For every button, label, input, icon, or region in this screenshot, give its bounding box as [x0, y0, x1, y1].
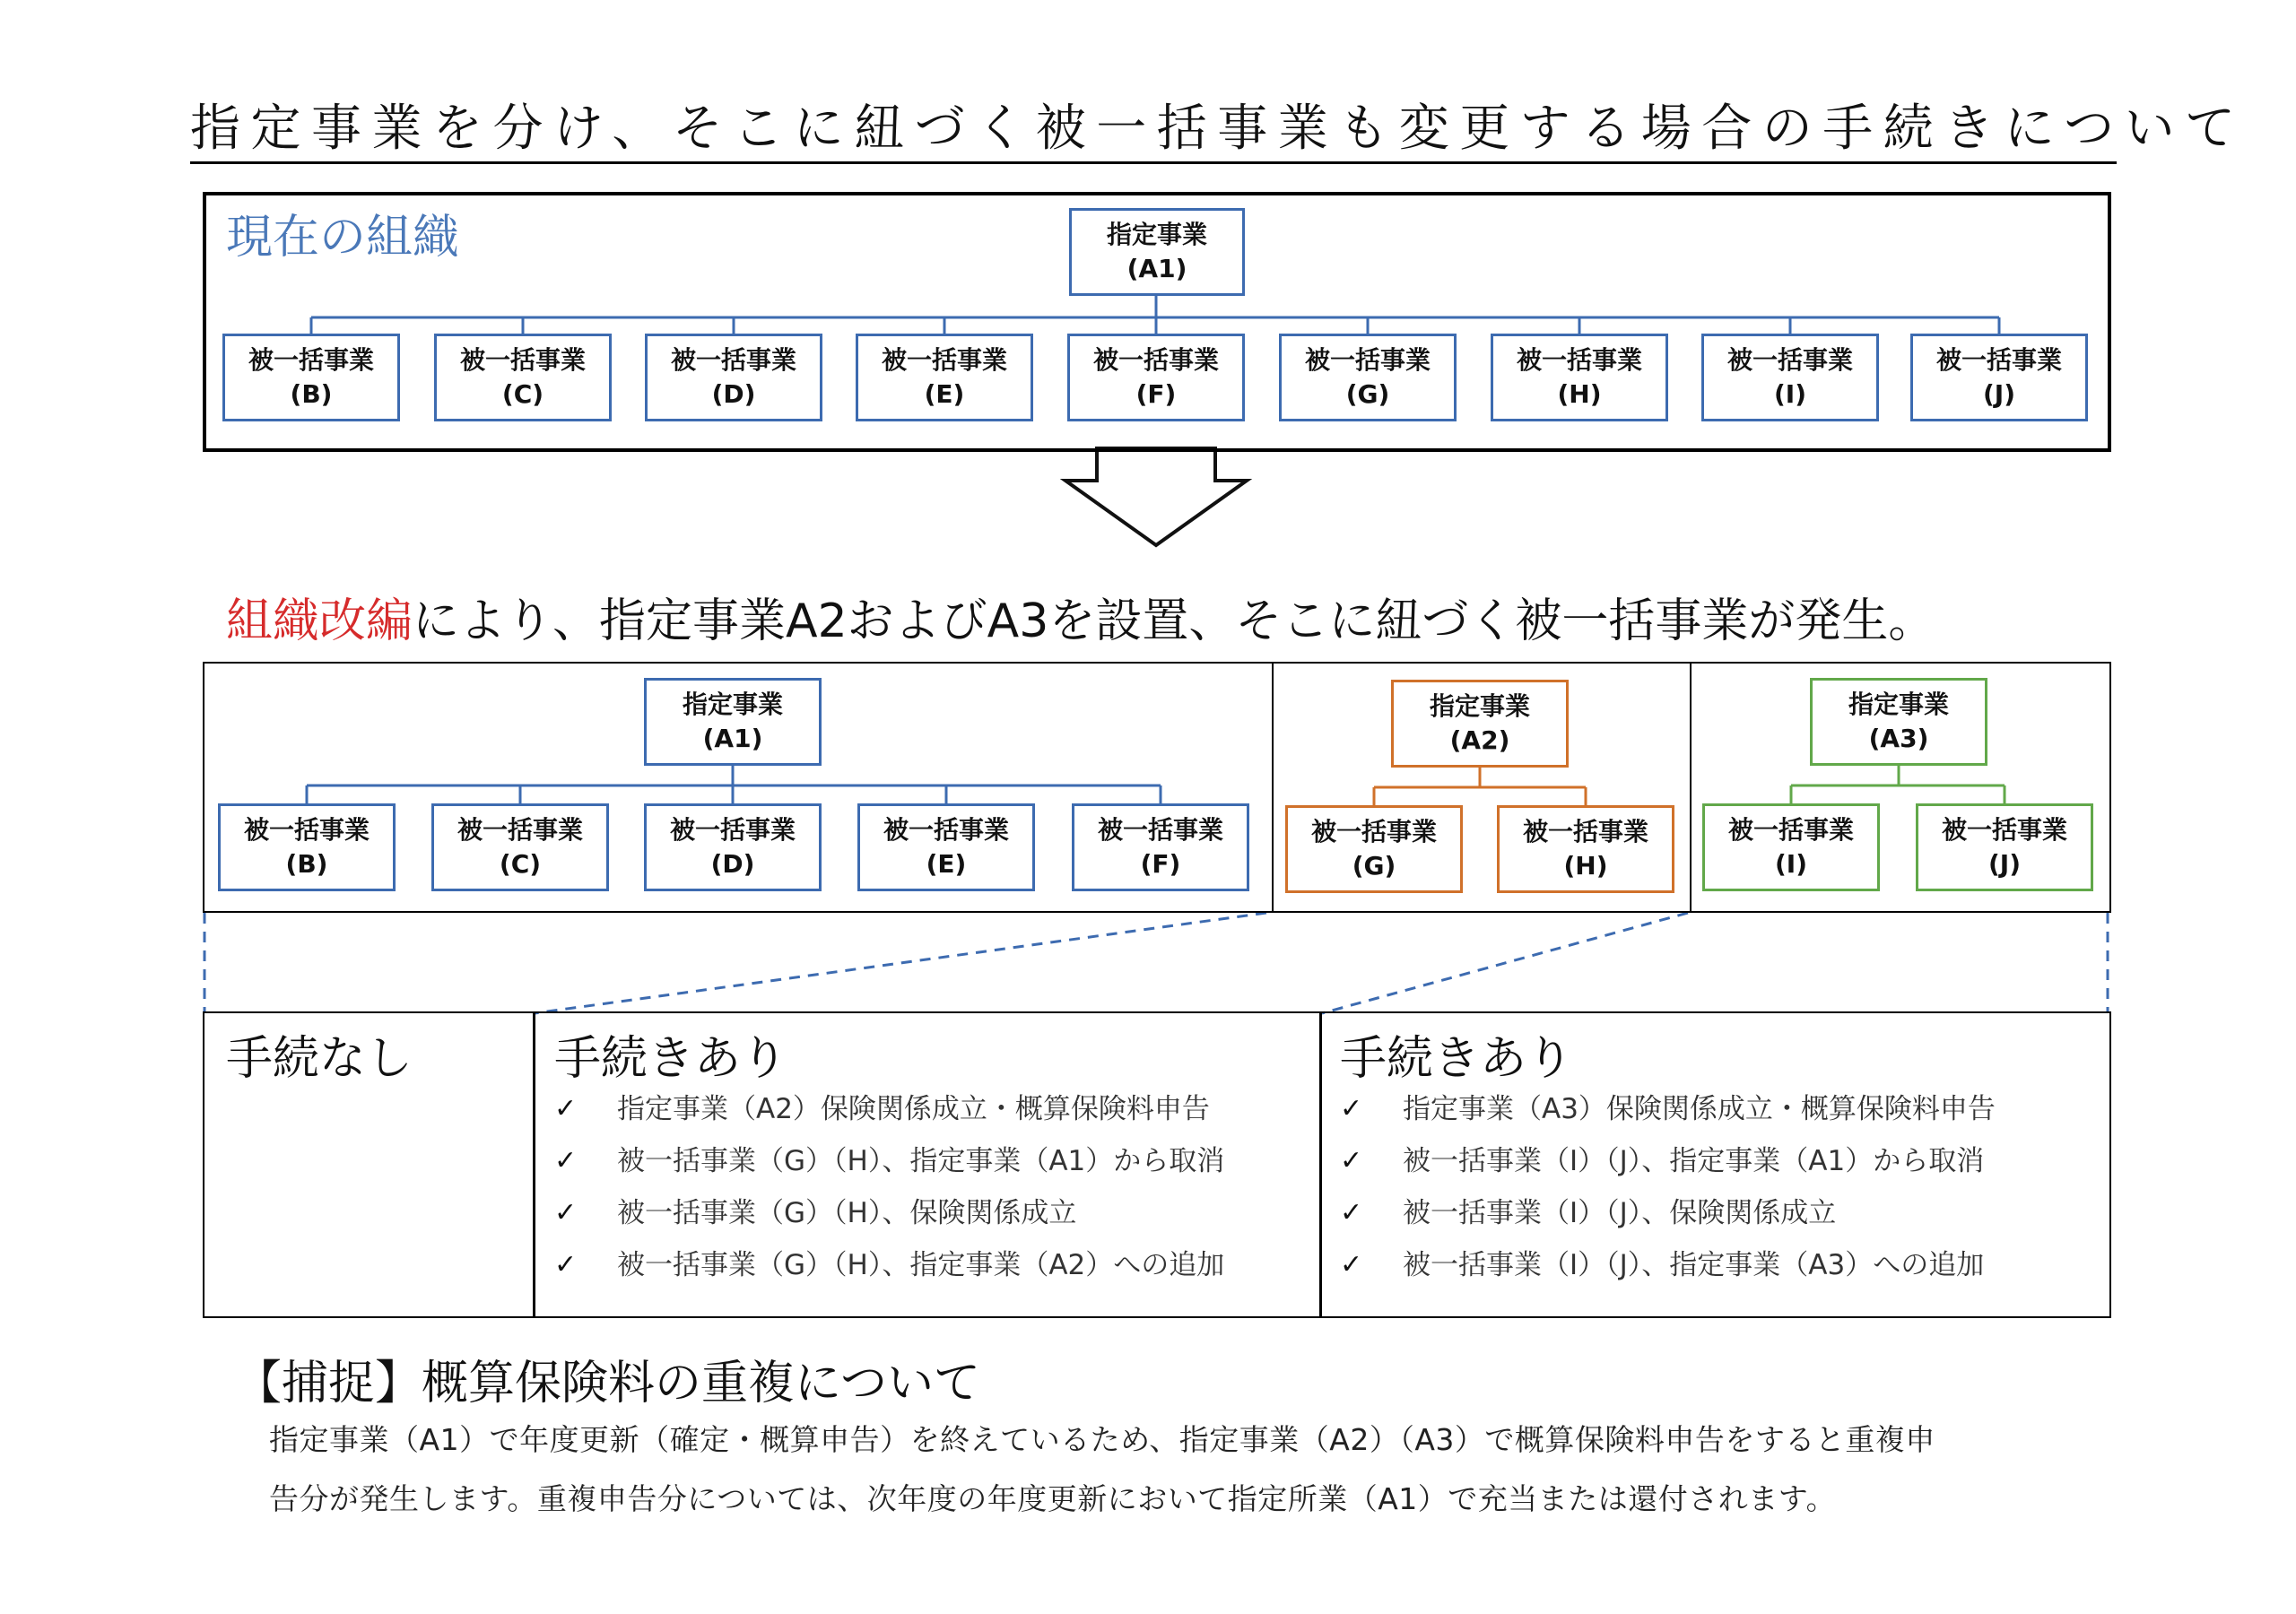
node-line2: (A1)	[1126, 254, 1187, 283]
bundled-business-d	[644, 803, 822, 891]
check-icon: ✓	[554, 1145, 578, 1176]
procedures-none-title: 手続なし	[226, 1032, 413, 1086]
node-line2: (E)	[924, 379, 965, 409]
designated-business-a2	[1391, 680, 1569, 768]
list-item-text: 指定事業（A3）保険関係成立・概算保険料申告	[1403, 1093, 1996, 1125]
bundled-business-b	[218, 803, 396, 891]
bundled-business-g	[1285, 805, 1463, 893]
bundled-business-h	[1491, 334, 1668, 421]
node-line2: (D)	[711, 379, 756, 409]
node-line2: (I)	[1774, 849, 1807, 879]
list-item-text: 被一括事業（I）（J）、保険関係成立	[1403, 1197, 1837, 1229]
bundled-business-b	[222, 334, 400, 421]
node-line2: (A1)	[702, 724, 763, 753]
designated-business-a1	[644, 678, 822, 766]
bundled-business-f	[1067, 334, 1245, 421]
list-item-text: 被一括事業（G）（H）、指定事業（A2）への追加	[617, 1249, 1225, 1281]
list-item	[554, 1083, 1224, 1135]
node-line1: 指定事業	[1429, 691, 1530, 721]
bundled-business-h	[1497, 805, 1674, 893]
list-item	[554, 1135, 1224, 1187]
node-line1: 被一括事業	[881, 345, 1007, 375]
procedures-a2-title: 手続きあり	[554, 1032, 788, 1086]
list-item	[1340, 1135, 1996, 1187]
node-line2: (G)	[1345, 379, 1390, 409]
bundled-business-i	[1701, 334, 1879, 421]
node-line2: (B)	[290, 379, 333, 409]
bundled-business-c	[434, 334, 612, 421]
node-line2: (C)	[501, 379, 544, 409]
reorg-heading-text: により、指定事業A2およびA3を設置、そこに紐づく被一括事業が発生。	[413, 594, 1935, 648]
check-icon: ✓	[554, 1093, 578, 1124]
node-line1: 被一括事業	[248, 345, 374, 375]
node-line1: 被一括事業	[670, 345, 796, 375]
node-line2: (J)	[1982, 379, 2015, 409]
check-icon: ✓	[1340, 1145, 1363, 1176]
node-line2: (F)	[1140, 849, 1181, 879]
procedures-a3-list	[1340, 1083, 1996, 1291]
bundled-business-f	[1072, 803, 1249, 891]
bundled-business-g	[1279, 334, 1457, 421]
node-line1: 被一括事業	[1935, 345, 2062, 375]
node-line2: (A3)	[1868, 724, 1929, 753]
node-line2: (J)	[1987, 849, 2021, 879]
node-line1: 指定事業	[682, 690, 783, 719]
node-line1: 被一括事業	[1522, 817, 1648, 846]
node-line1: 被一括事業	[1726, 345, 1853, 375]
node-line2: (B)	[285, 849, 328, 879]
check-icon: ✓	[554, 1249, 578, 1280]
bundled-business-j	[1910, 334, 2088, 421]
list-item-text: 被一括事業（I）（J）、指定事業（A3）への追加	[1403, 1249, 1985, 1281]
node-line1: 被一括事業	[1310, 817, 1437, 846]
designated-business-a1	[1069, 208, 1245, 296]
procedures-a3-title: 手続きあり	[1340, 1032, 1574, 1086]
page-title: 指定事業を分け、そこに紐づく被一括事業も変更する場合の手続きについて	[190, 97, 2117, 164]
node-line1: 指定事業	[1848, 690, 1949, 719]
supplement-line-1: 指定事業（A1）で年度更新（確定・概算申告）を終えているため、指定事業（A2）（A3）で概算保険料申告をすると重複申	[269, 1422, 1935, 1457]
bundled-business-e	[856, 334, 1033, 421]
node-line2: (D)	[710, 849, 755, 879]
node-line1: 被一括事業	[457, 815, 583, 845]
node-line1: 被一括事業	[1304, 345, 1431, 375]
bundled-business-e	[857, 803, 1035, 891]
reorg-heading-highlight: 組織改編	[226, 594, 413, 648]
node-line1: 被一括事業	[243, 815, 370, 845]
node-line2: (C)	[499, 849, 542, 879]
list-item-text: 被一括事業（G）（H）、保険関係成立	[617, 1197, 1077, 1229]
node-line1: 指定事業	[1106, 220, 1207, 249]
list-item	[1340, 1083, 1996, 1135]
list-item	[554, 1239, 1224, 1291]
list-item-text: 被一括事業（I）（J）、指定事業（A1）から取消	[1403, 1145, 1985, 1177]
bundled-business-d	[645, 334, 822, 421]
node-line1: 被一括事業	[1516, 345, 1642, 375]
dashed-guides	[204, 913, 2108, 1013]
node-line1: 被一括事業	[459, 345, 586, 375]
bundled-business-j	[1916, 803, 2093, 891]
list-item	[1340, 1239, 1996, 1291]
check-icon: ✓	[1340, 1093, 1363, 1124]
node-line1: 被一括事業	[1092, 345, 1219, 375]
node-line1: 被一括事業	[1941, 815, 2067, 845]
list-item	[554, 1187, 1224, 1239]
procedures-a2-list	[554, 1083, 1224, 1291]
list-item-text: 被一括事業（G）（H）、指定事業（A1）から取消	[617, 1145, 1225, 1177]
node-line1: 被一括事業	[1727, 815, 1854, 845]
node-line2: (A2)	[1449, 725, 1510, 755]
node-line1: 被一括事業	[1097, 815, 1223, 845]
reorg-heading	[226, 583, 1935, 650]
supplement-line-2: 告分が発生します。重複申告分については、次年度の年度更新において指定所業（A1）で充当または還付されます。	[269, 1481, 1837, 1516]
bundled-business-i	[1702, 803, 1880, 891]
check-icon: ✓	[554, 1197, 578, 1228]
node-line1: 被一括事業	[883, 815, 1009, 845]
node-line2: (E)	[926, 849, 967, 879]
node-line2: (F)	[1135, 379, 1177, 409]
list-item-text: 指定事業（A2）保険関係成立・概算保険料申告	[617, 1093, 1210, 1125]
check-icon: ✓	[1340, 1249, 1363, 1280]
supplement-title: 【捕捉】概算保険料の重複について	[235, 1357, 980, 1410]
current-org-label: 現在の組織	[226, 211, 460, 265]
list-item	[1340, 1187, 1996, 1239]
transition-arrow	[1065, 448, 1247, 545]
designated-business-a3	[1810, 678, 1987, 766]
node-line2: (H)	[1557, 379, 1602, 409]
node-line2: (I)	[1773, 379, 1806, 409]
node-line2: (H)	[1563, 851, 1608, 881]
node-line2: (G)	[1352, 851, 1396, 881]
check-icon: ✓	[1340, 1197, 1363, 1228]
bundled-business-c	[431, 803, 609, 891]
node-line1: 被一括事業	[669, 815, 796, 845]
